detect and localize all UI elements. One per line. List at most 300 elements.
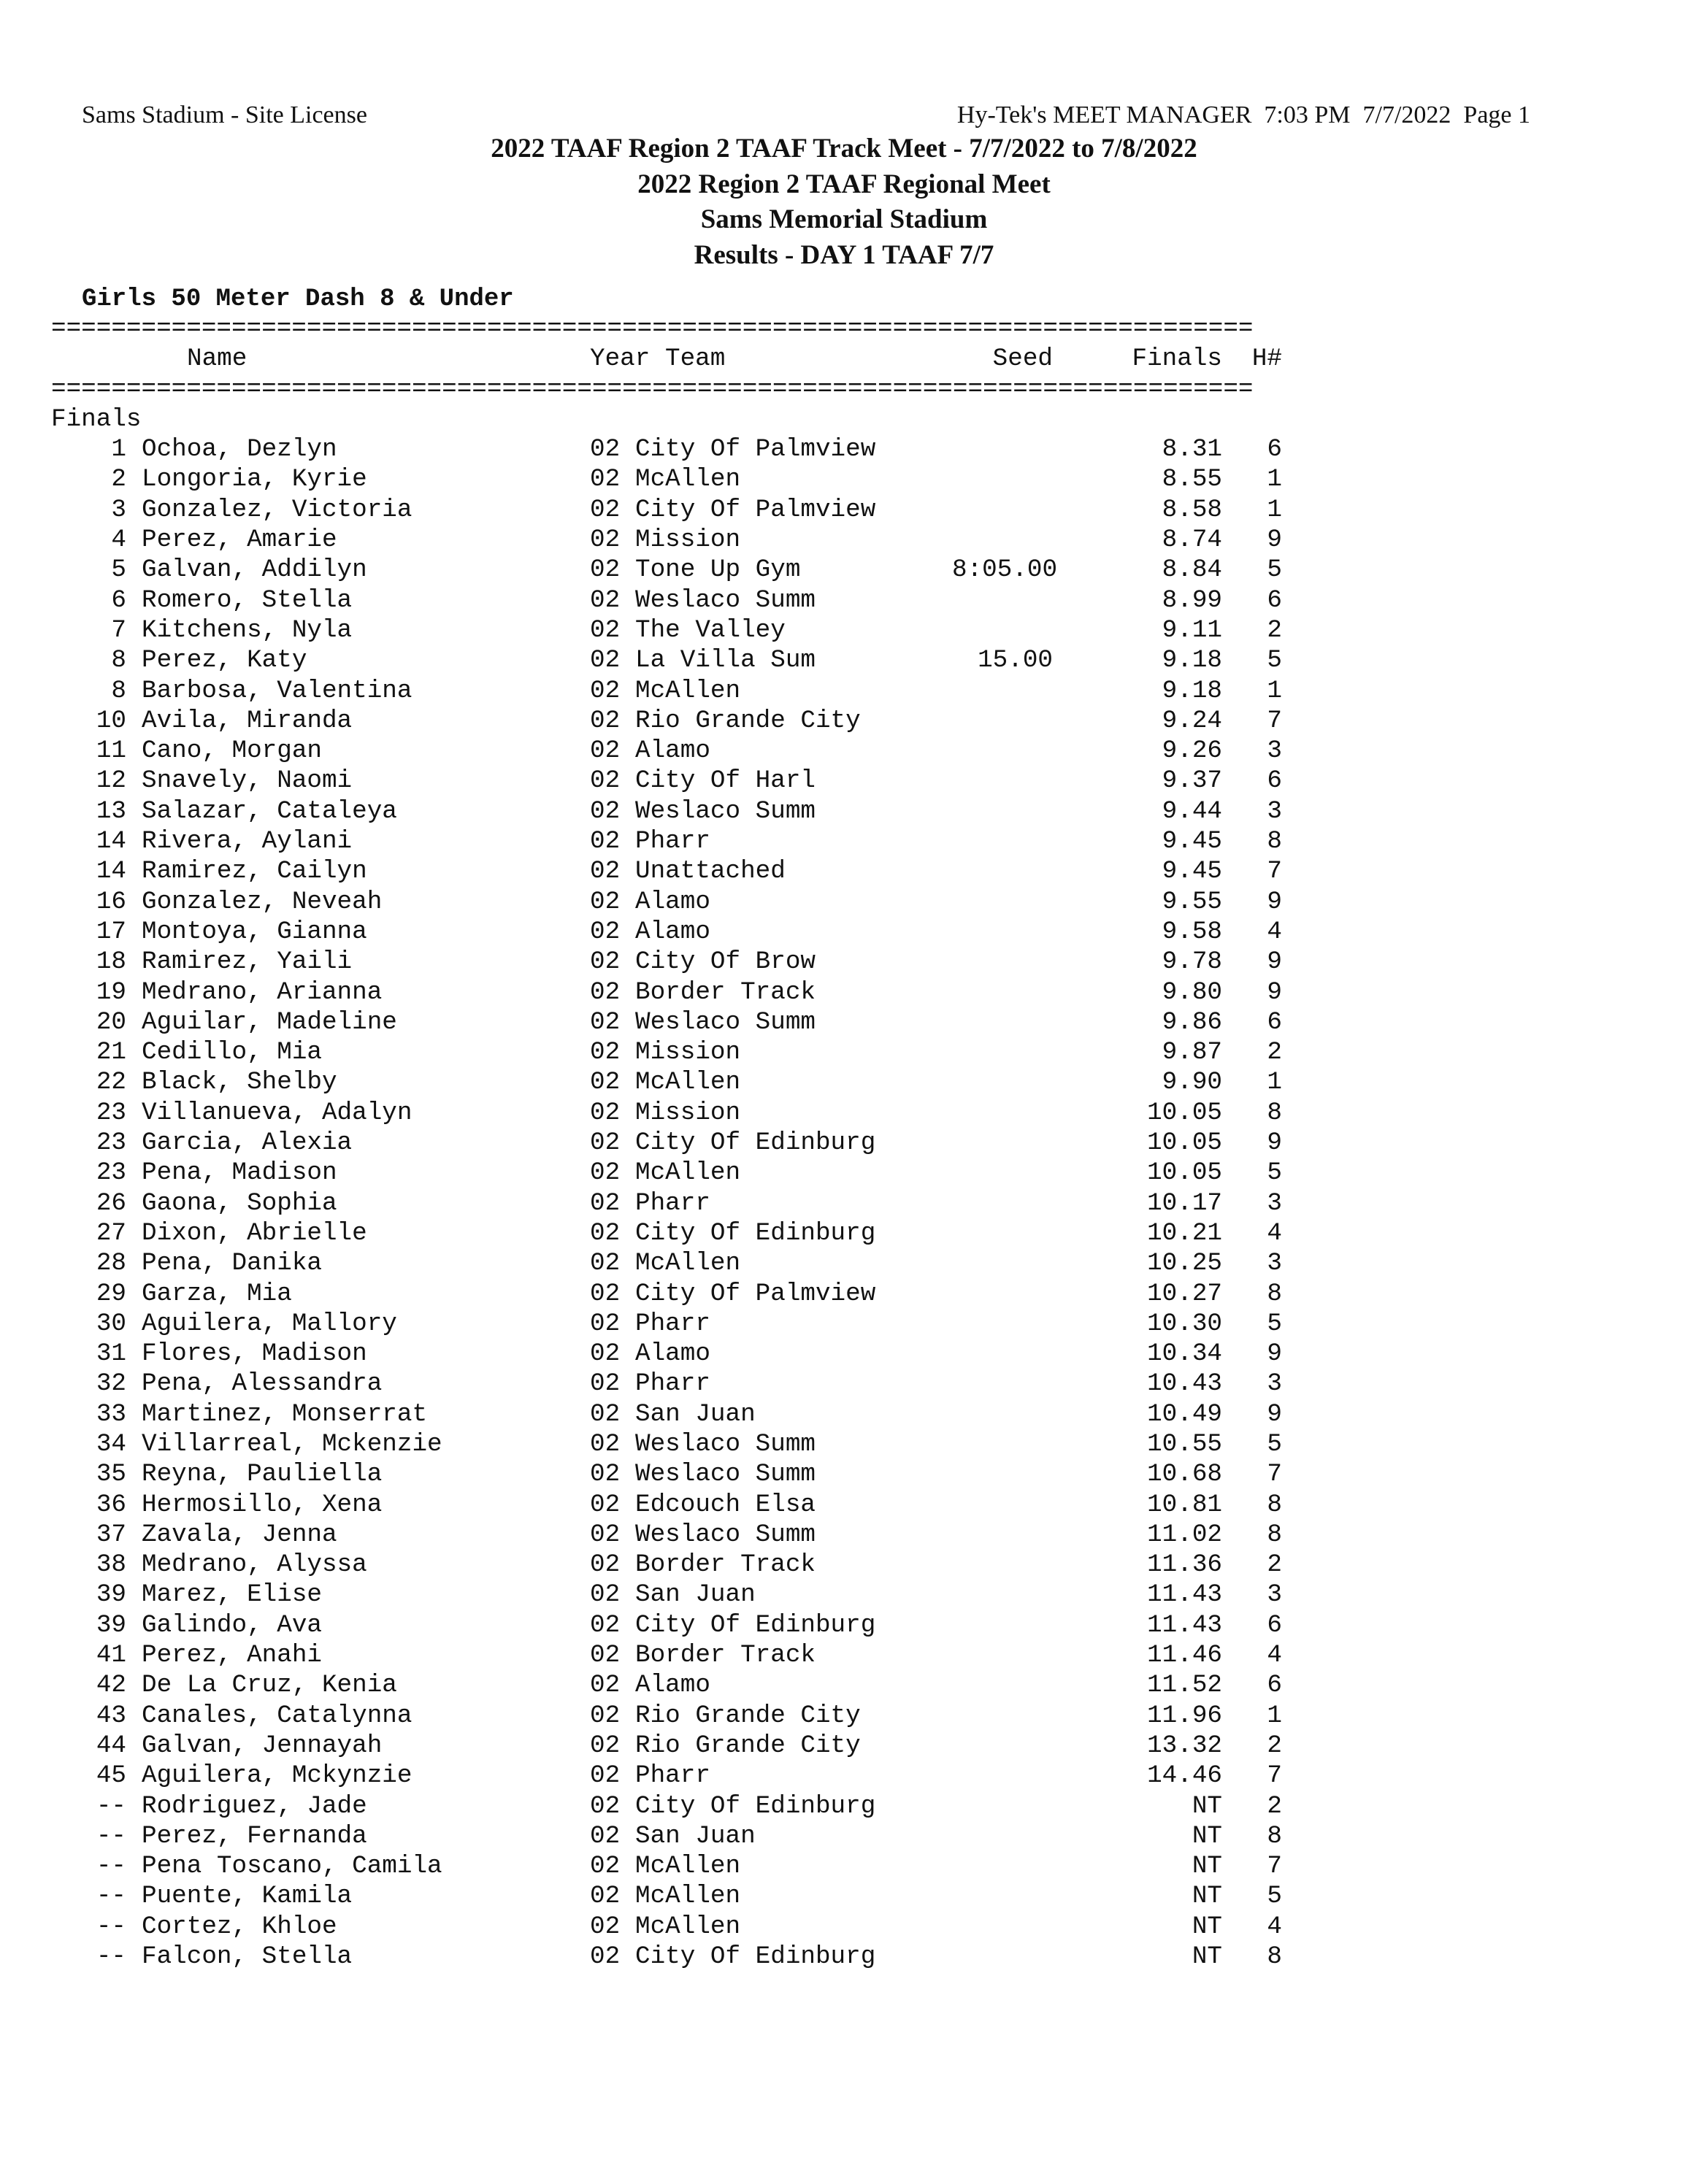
athlete-year: 02 — [590, 1369, 621, 1399]
site-license-label: Sams Stadium - Site License — [82, 101, 367, 128]
result-place: 10 — [96, 706, 126, 735]
heat-number: 8 — [1267, 1490, 1282, 1519]
team-name: Mission — [635, 526, 741, 555]
result-place: 17 — [96, 917, 126, 946]
result-row — [51, 1550, 1282, 1580]
col-finals-header: Finals — [1132, 345, 1222, 374]
athlete-name: Canales, Catalynna — [142, 1701, 413, 1730]
heat-number: 3 — [1267, 796, 1282, 826]
result-place: 19 — [96, 977, 126, 1007]
athlete-year: 02 — [590, 737, 621, 766]
result-place: -- — [96, 1852, 126, 1881]
seed-time — [952, 1670, 1053, 1700]
seed-time — [952, 856, 1053, 886]
heat-number: 7 — [1267, 1852, 1282, 1881]
heat-number: 8 — [1267, 1279, 1282, 1308]
athlete-year: 02 — [590, 1218, 621, 1247]
seed-time — [952, 434, 1053, 464]
finals-time: 10.05 — [1147, 1158, 1222, 1188]
athlete-year: 02 — [590, 676, 621, 705]
finals-time: 8.55 — [1162, 465, 1222, 494]
seed-time — [952, 1218, 1053, 1248]
team-name: Weslaco Summ — [635, 585, 816, 615]
athlete-year: 02 — [590, 1460, 621, 1489]
result-row — [51, 464, 1282, 494]
finals-time: 9.18 — [1162, 676, 1222, 705]
athlete-year: 02 — [590, 947, 621, 977]
athlete-year: 02 — [590, 917, 621, 946]
finals-time: 10.30 — [1147, 1309, 1222, 1338]
team-name: McAllen — [635, 676, 741, 705]
result-place: 14 — [96, 827, 126, 856]
athlete-year: 02 — [590, 977, 621, 1007]
athlete-year: 02 — [590, 1731, 621, 1760]
heat-number: 5 — [1267, 1429, 1282, 1458]
heat-number: 9 — [1267, 887, 1282, 916]
team-name: Weslaco Summ — [635, 1460, 816, 1489]
athlete-year: 02 — [590, 1279, 621, 1308]
meet-subtitle: 2022 Region 2 TAAF Regional Meet — [637, 169, 1051, 199]
seed-time — [952, 706, 1053, 736]
athlete-name: Rodriguez, Jade — [142, 1791, 367, 1820]
seed-time — [952, 1821, 1053, 1851]
result-row — [51, 1912, 1282, 1942]
finals-time: 10.27 — [1147, 1279, 1222, 1308]
heat-number: 1 — [1267, 676, 1282, 705]
seed-time — [952, 615, 1053, 645]
finals-time: 9.45 — [1162, 857, 1222, 886]
heat-number: 1 — [1267, 465, 1282, 494]
finals-time: 10.17 — [1147, 1188, 1222, 1218]
results-table — [51, 314, 1282, 1972]
results-day-title: Results - DAY 1 TAAF 7/7 — [694, 239, 994, 270]
athlete-name: Flores, Madison — [142, 1339, 367, 1369]
athlete-name: Puente, Kamila — [142, 1882, 353, 1911]
seed-time — [952, 1037, 1053, 1067]
finals-time: 9.24 — [1162, 706, 1222, 735]
athlete-name: Pena, Danika — [142, 1249, 322, 1278]
team-name: Weslaco Summ — [635, 796, 816, 826]
athlete-name: Aguilera, Mckynzie — [142, 1761, 413, 1791]
athlete-year: 02 — [590, 1188, 621, 1218]
seed-time — [952, 1369, 1053, 1399]
result-place: 34 — [96, 1429, 126, 1458]
finals-time: NT — [1192, 1942, 1222, 1972]
result-row — [51, 1580, 1282, 1610]
heat-number: 6 — [1267, 1007, 1282, 1037]
athlete-name: Zavala, Jenna — [142, 1520, 337, 1549]
seed-time — [952, 676, 1053, 706]
result-row — [51, 1610, 1282, 1640]
athlete-year: 02 — [590, 857, 621, 886]
heat-number: 3 — [1267, 1369, 1282, 1399]
heat-number: 6 — [1267, 766, 1282, 796]
team-name: San Juan — [635, 1821, 756, 1850]
athlete-year: 02 — [590, 1761, 621, 1791]
seed-time — [952, 495, 1053, 525]
seed-time — [952, 1490, 1053, 1520]
result-row — [51, 495, 1282, 525]
result-row — [51, 1520, 1282, 1550]
seed-time — [952, 1309, 1053, 1339]
team-name: Mission — [635, 1038, 741, 1067]
team-name: La Villa Sum — [635, 646, 816, 675]
result-place: -- — [96, 1882, 126, 1911]
athlete-name: Romero, Stella — [142, 585, 353, 615]
athlete-name: Perez, Anahi — [142, 1641, 322, 1670]
result-row — [51, 1037, 1282, 1067]
result-row — [51, 1309, 1282, 1339]
result-row — [51, 1128, 1282, 1158]
seed-time — [952, 796, 1053, 826]
heat-number: 6 — [1267, 1610, 1282, 1639]
seed-time — [952, 1339, 1053, 1369]
finals-time: 10.05 — [1147, 1128, 1222, 1158]
result-place: 13 — [96, 796, 126, 826]
seed-time — [952, 1188, 1053, 1218]
athlete-name: Garza, Mia — [142, 1279, 292, 1308]
result-row — [51, 525, 1282, 555]
athlete-year: 02 — [590, 1641, 621, 1670]
team-name: Edcouch Elsa — [635, 1490, 816, 1519]
heat-number: 6 — [1267, 585, 1282, 615]
result-row — [51, 434, 1282, 464]
result-place: 35 — [96, 1460, 126, 1489]
athlete-name: De La Cruz, Kenia — [142, 1671, 397, 1700]
athlete-year: 02 — [590, 1007, 621, 1037]
athlete-name: Avila, Miranda — [142, 706, 353, 735]
result-place: 7 — [111, 615, 126, 645]
finals-time: 10.68 — [1147, 1460, 1222, 1489]
result-place: 23 — [96, 1128, 126, 1158]
athlete-year: 02 — [590, 1942, 621, 1972]
athlete-name: Pena Toscano, Camila — [142, 1852, 442, 1881]
result-row — [51, 676, 1282, 706]
result-place: 30 — [96, 1309, 126, 1338]
team-name: City Of Edinburg — [635, 1218, 876, 1247]
heat-number: 8 — [1267, 1520, 1282, 1549]
result-row — [51, 706, 1282, 736]
result-place: 29 — [96, 1279, 126, 1308]
athlete-year: 02 — [590, 1610, 621, 1639]
finals-time: 9.26 — [1162, 737, 1222, 766]
finals-time: 8.84 — [1162, 555, 1222, 585]
athlete-name: Salazar, Cataleya — [142, 796, 397, 826]
seed-time — [952, 917, 1053, 947]
seed-time — [952, 1791, 1053, 1821]
heat-number: 3 — [1267, 737, 1282, 766]
athlete-name: Gonzalez, Neveah — [142, 887, 383, 916]
athlete-year: 02 — [590, 1098, 621, 1127]
result-row — [51, 1490, 1282, 1520]
seed-time — [952, 1459, 1053, 1489]
team-name: City Of Harl — [635, 766, 816, 796]
athlete-name: Gonzalez, Victoria — [142, 495, 413, 524]
result-place: 28 — [96, 1249, 126, 1278]
finals-time: 10.55 — [1147, 1429, 1222, 1458]
result-rows — [51, 434, 1282, 1972]
team-name: McAllen — [635, 1068, 741, 1097]
seed-time — [952, 766, 1053, 796]
team-name: City Of Edinburg — [635, 1791, 876, 1820]
finals-time: 9.90 — [1162, 1068, 1222, 1097]
col-seed-header: Seed — [992, 345, 1053, 374]
result-row — [51, 796, 1282, 826]
heat-number: 7 — [1267, 1460, 1282, 1489]
result-row — [51, 947, 1282, 977]
result-place: 5 — [111, 555, 126, 585]
finals-time: 9.18 — [1162, 646, 1222, 675]
result-row — [51, 1218, 1282, 1248]
athlete-name: Black, Shelby — [142, 1068, 337, 1097]
finals-time: NT — [1192, 1852, 1222, 1881]
heat-number: 4 — [1267, 917, 1282, 946]
finals-time: 10.25 — [1147, 1249, 1222, 1278]
athlete-year: 02 — [590, 1791, 621, 1820]
result-row — [51, 1731, 1282, 1761]
heat-number: 4 — [1267, 1641, 1282, 1670]
athlete-year: 02 — [590, 615, 621, 645]
athlete-year: 02 — [590, 1038, 621, 1067]
team-name: Pharr — [635, 1188, 710, 1218]
result-row — [51, 1701, 1282, 1731]
heat-number: 8 — [1267, 1942, 1282, 1972]
result-row — [51, 1158, 1282, 1188]
heat-number: 3 — [1267, 1249, 1282, 1278]
result-row — [51, 1098, 1282, 1128]
seed-time — [952, 1851, 1053, 1881]
col-year-header: Year — [590, 345, 651, 374]
team-name: City Of Brow — [635, 947, 816, 977]
event-title: Girls 50 Meter Dash 8 & Under — [82, 285, 514, 313]
seed-time — [952, 1279, 1053, 1309]
athlete-year: 02 — [590, 1912, 621, 1941]
result-place: 21 — [96, 1038, 126, 1067]
finals-time: 9.78 — [1162, 947, 1222, 977]
heat-number: 2 — [1267, 1550, 1282, 1580]
heat-number: 1 — [1267, 495, 1282, 524]
finals-time: NT — [1192, 1791, 1222, 1820]
result-place: 39 — [96, 1610, 126, 1639]
result-place: 8 — [111, 646, 126, 675]
heat-number: 2 — [1267, 1731, 1282, 1760]
result-row — [51, 766, 1282, 796]
heat-number: 7 — [1267, 857, 1282, 886]
athlete-name: Perez, Fernanda — [142, 1821, 367, 1850]
result-place: 39 — [96, 1580, 126, 1610]
finals-time: NT — [1192, 1821, 1222, 1850]
result-place: 14 — [96, 857, 126, 886]
seed-time — [952, 1761, 1053, 1791]
athlete-name: Villanueva, Adalyn — [142, 1098, 413, 1127]
athlete-name: Kitchens, Nyla — [142, 615, 353, 645]
finals-time: 11.96 — [1147, 1701, 1222, 1730]
athlete-name: Barbosa, Valentina — [142, 676, 413, 705]
finals-time: 13.32 — [1147, 1731, 1222, 1760]
result-place: 45 — [96, 1761, 126, 1791]
team-name: San Juan — [635, 1399, 756, 1429]
athlete-year: 02 — [590, 706, 621, 735]
result-row — [51, 1279, 1282, 1309]
team-name: Alamo — [635, 737, 710, 766]
result-row — [51, 1791, 1282, 1821]
seed-time — [952, 1248, 1053, 1278]
col-heat-header: H# — [1251, 345, 1282, 374]
finals-time: 9.45 — [1162, 827, 1222, 856]
result-row — [51, 1640, 1282, 1670]
athlete-name: Falcon, Stella — [142, 1942, 353, 1972]
athlete-name: Ramirez, Yaili — [142, 947, 353, 977]
athlete-name: Montoya, Gianna — [142, 917, 367, 946]
team-name: Pharr — [635, 1369, 710, 1399]
athlete-name: Longoria, Kyrie — [142, 465, 367, 494]
result-place: 36 — [96, 1490, 126, 1519]
finals-time: 8.31 — [1162, 435, 1222, 464]
team-name: McAllen — [635, 1882, 741, 1911]
athlete-year: 02 — [590, 1309, 621, 1338]
finals-time: 8.74 — [1162, 526, 1222, 555]
athlete-name: Martinez, Monserrat — [142, 1399, 428, 1429]
team-name: City Of Palmview — [635, 435, 876, 464]
result-row — [51, 1339, 1282, 1369]
seed-time — [952, 1701, 1053, 1731]
col-team-header: Team — [665, 345, 726, 374]
result-row — [51, 555, 1282, 585]
result-place: 23 — [96, 1098, 126, 1127]
result-place: 43 — [96, 1701, 126, 1730]
athlete-year: 02 — [590, 1158, 621, 1188]
heat-number: 3 — [1267, 1580, 1282, 1610]
result-place: 33 — [96, 1399, 126, 1429]
heat-number: 9 — [1267, 526, 1282, 555]
finals-time: 10.34 — [1147, 1339, 1222, 1369]
team-name: McAllen — [635, 1249, 741, 1278]
team-name: Unattached — [635, 857, 786, 886]
athlete-year: 02 — [590, 1550, 621, 1580]
result-row — [51, 585, 1282, 615]
athlete-name: Galindo, Ava — [142, 1610, 322, 1639]
result-row — [51, 856, 1282, 886]
result-place: 3 — [111, 495, 126, 524]
seed-time — [952, 585, 1053, 615]
result-place: 37 — [96, 1520, 126, 1549]
heat-number: 5 — [1267, 555, 1282, 585]
finals-time: 9.55 — [1162, 887, 1222, 916]
result-place: 18 — [96, 947, 126, 977]
seed-time: 15.00 — [978, 646, 1053, 675]
result-row — [51, 1942, 1282, 1972]
heat-number: 9 — [1267, 1399, 1282, 1429]
seed-time — [952, 1128, 1053, 1158]
section-label: Finals — [51, 404, 142, 434]
result-place: -- — [96, 1791, 126, 1820]
heat-number: 6 — [1267, 435, 1282, 464]
athlete-name: Perez, Amarie — [142, 526, 337, 555]
team-name: Mission — [635, 1098, 741, 1127]
athlete-name: Cortez, Khloe — [142, 1912, 337, 1941]
team-name: City Of Palmview — [635, 495, 876, 524]
athlete-year: 02 — [590, 1882, 621, 1911]
heat-number: 8 — [1267, 1098, 1282, 1127]
column-header-row — [51, 344, 1282, 374]
result-place: 6 — [111, 585, 126, 615]
team-name: Alamo — [635, 887, 710, 916]
heat-number: 9 — [1267, 1128, 1282, 1158]
athlete-name: Villarreal, Mckenzie — [142, 1429, 442, 1458]
result-row — [51, 1188, 1282, 1218]
athlete-year: 02 — [590, 1068, 621, 1097]
athlete-year: 02 — [590, 435, 621, 464]
finals-time: 9.58 — [1162, 917, 1222, 946]
heat-number: 4 — [1267, 1912, 1282, 1941]
result-row — [51, 977, 1282, 1007]
team-name: City Of Edinburg — [635, 1942, 876, 1972]
finals-time: 10.81 — [1147, 1490, 1222, 1519]
athlete-year: 02 — [590, 827, 621, 856]
result-row — [51, 645, 1282, 675]
athlete-year: 02 — [590, 1701, 621, 1730]
athlete-year: 02 — [590, 526, 621, 555]
result-row — [51, 736, 1282, 766]
athlete-year: 02 — [590, 1249, 621, 1278]
athlete-name: Aguilar, Madeline — [142, 1007, 397, 1037]
finals-time: 10.49 — [1147, 1399, 1222, 1429]
result-place: 22 — [96, 1068, 126, 1097]
team-name: San Juan — [635, 1580, 756, 1610]
heat-number: 9 — [1267, 1339, 1282, 1369]
team-name: Rio Grande City — [635, 1701, 861, 1730]
athlete-year: 02 — [590, 766, 621, 796]
athlete-year: 02 — [590, 646, 621, 675]
team-name: Pharr — [635, 1761, 710, 1791]
team-name: Alamo — [635, 1671, 710, 1700]
team-name: Weslaco Summ — [635, 1007, 816, 1037]
athlete-name: Ochoa, Dezlyn — [142, 435, 337, 464]
result-row — [51, 1851, 1282, 1881]
finals-time: 8.99 — [1162, 585, 1222, 615]
athlete-name: Cano, Morgan — [142, 737, 322, 766]
seed-time — [952, 1399, 1053, 1429]
athlete-name: Galvan, Addilyn — [142, 555, 367, 585]
athlete-name: Dixon, Abrielle — [142, 1218, 367, 1247]
heat-number: 4 — [1267, 1218, 1282, 1247]
result-place: 16 — [96, 887, 126, 916]
result-row — [51, 917, 1282, 947]
team-name: Tone Up Gym — [635, 555, 801, 585]
team-name: The Valley — [635, 615, 786, 645]
heat-number: 6 — [1267, 1671, 1282, 1700]
seed-time — [952, 826, 1053, 856]
heat-number: 5 — [1267, 646, 1282, 675]
finals-time: 11.43 — [1147, 1610, 1222, 1639]
meet-title: 2022 TAAF Region 2 TAAF Track Meet - 7/7/2022 to 7/8/2022 — [491, 134, 1197, 164]
result-place: -- — [96, 1912, 126, 1941]
athlete-year: 02 — [590, 1339, 621, 1369]
seed-time — [952, 1640, 1053, 1670]
result-place: 23 — [96, 1158, 126, 1188]
seed-time — [952, 525, 1053, 555]
athlete-year: 02 — [590, 1520, 621, 1549]
result-place: 26 — [96, 1188, 126, 1218]
athlete-year: 02 — [590, 1671, 621, 1700]
seed-time — [952, 947, 1053, 977]
team-name: McAllen — [635, 1852, 741, 1881]
result-place: 1 — [111, 435, 126, 464]
athlete-year: 02 — [590, 796, 621, 826]
athlete-name: Pena, Alessandra — [142, 1369, 383, 1399]
heat-number: 7 — [1267, 706, 1282, 735]
team-name: City Of Edinburg — [635, 1128, 876, 1158]
